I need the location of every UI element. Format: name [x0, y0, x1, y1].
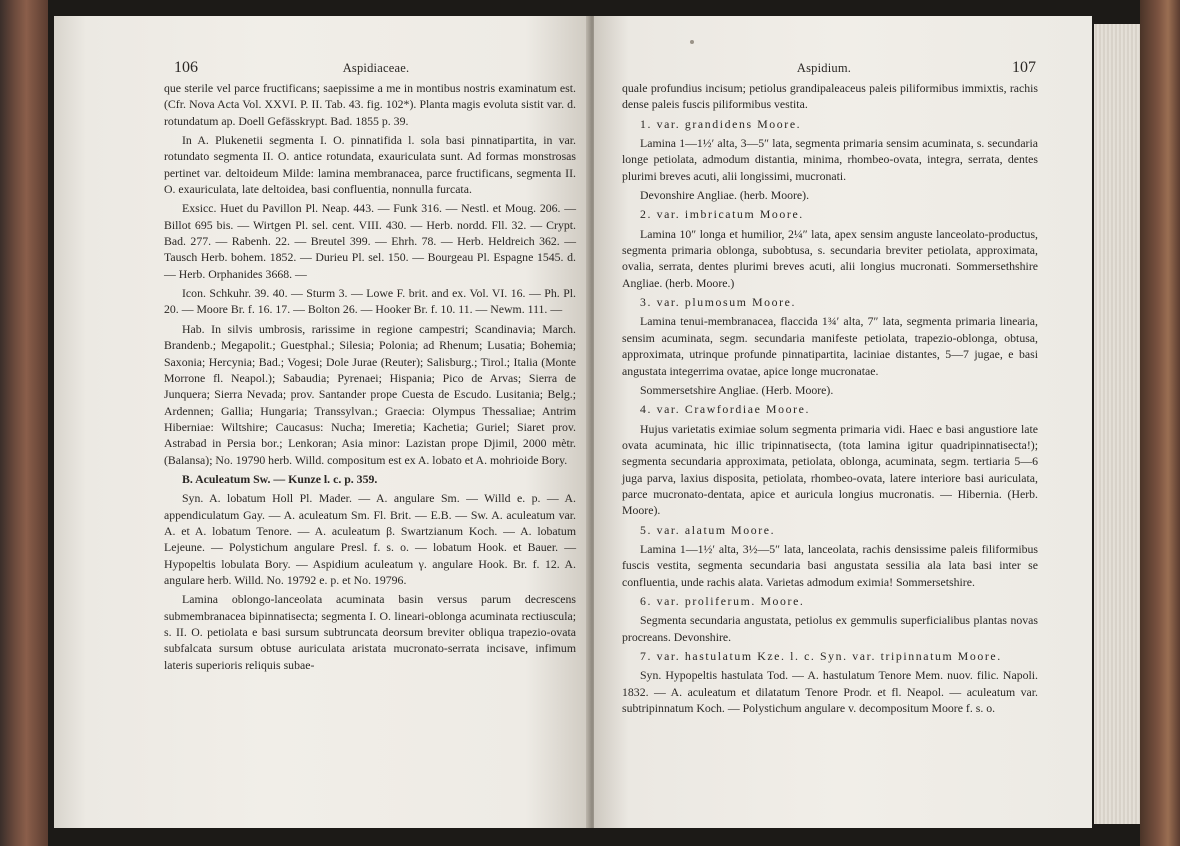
paragraph: Lamina 1—1½′ alta, 3—5″ lata, segmenta primaria sensim acuminata, s. secundaria longe petiolata, admodum distantia, minima, rhombeo-ovata, integra, serrata, dentes plurimi breves acuti, alii longissimi, mucronati.: [622, 136, 1038, 183]
paragraph: que sterile vel parce fructificans; saepissime a me in montibus nostris examinatum est. (Cfr. Nova Acta Vol. XXVI. P. II. Tab. 43. fig. 102*). Planta magis evoluta sistit var. d. rotundatum ap. Doell Gefässkrypt. Bad. 1855 p. 39.: [164, 81, 576, 128]
left-body-text: [164, 80, 576, 673]
page-speck: [690, 40, 694, 44]
paragraph: quale profundius incisum; petiolus grandipaleaceus paleis piliformibus immixtis, rachis dense paleis fuscis piliformibus vestita.: [622, 81, 1038, 112]
paragraph-exsicc: Exsicc. Huet du Pavillon Pl. Neap. 443. — Funk 316. — Nestl. et Moug. 206. — Billot 695 bis. — Wirtgen Pl. sel. cent. VIII. 430. — Herb. nordd. Fll. 32. — Crypt. Bad. 277. — Rabenh. 22. — Breutel 399. — Ehrh. 78. — Herb. Heldreich 362. — Tausch Herb. bohem. 1852. — Durieu Pl. sel. 150. — Bourgeau Pl. Espagne 1545. d. — Herb. Orphanides 3668. —: [164, 201, 576, 281]
right-running-head: [616, 60, 1036, 76]
left-page: [54, 16, 590, 828]
right-page: [594, 16, 1092, 828]
paragraph-synonyms: Syn. Hypopeltis hastulata Tod. — A. hastulatum Tenore Mem. nuov. filic. Napoli. 1832. — A. aculeatum et dilatatum Tenore Prodr. et fl. Neapol. — aculeatum var. subtripinnatum Koch. — Polystichum angulare v. decompositum Moore f. s. o.: [622, 668, 1038, 716]
paragraph: Devonshire Angliae. (herb. Moore).: [640, 188, 810, 203]
right-body-text: [622, 80, 1038, 716]
right-cover-edge: [1140, 0, 1180, 846]
paragraph-description: Lamina oblongo-lanceolata acuminata basin versus parum decrescens submembranacea bipinnatisecta; segmenta I. O. lineari-oblonga acuminata rectiuscula; s. II. O. petiolata e basi sursum subtruncata deorsum breviter obliqua trapezio-ovata subfalcata sursum obtuse auriculata aristata mucronato-serrata incisave, infimum lateris superioris reliquis subae-: [164, 592, 576, 672]
paragraph: Hujus varietatis eximiae solum segmenta primaria vidi. Haec e basi angustiore late ovata acuminata, hic illic tripinnatisecta, (tota lamina igitur quadripinnatisecta!); segmenta secundaria approximata, petiolata, oblonga, acuminata, segm. tertiaria 5—6 juga parva, laxius disposita, petiolata, rhombeo-ovata, latere interiore basi auriculata, parce mucronato-dentata, apice et auricula longius mucronatis. — Hibernia. (Herb. Moore).: [622, 421, 1038, 518]
left-running-title: Aspidiaceae.: [342, 61, 410, 75]
left-cover-edge: [0, 0, 48, 846]
variety-heading: 2. var. imbricatum Moore.: [640, 207, 804, 222]
variety-heading: 7. var. hastulatum Kze. l. c. Syn. var. tripinnatum Moore.: [640, 649, 1002, 663]
right-running-title: Aspidium.: [796, 61, 852, 75]
paragraph-habitat: Hab. In silvis umbrosis, rarissime in regione campestri; Scandinavia; March. Brandenb.; Megapolit.; Guestphal.; Silesia; Polonia; ad Rhenum; Lusatia; Bohemia; Saxonia; Hercynia; Bad.; Vogesi; Dole Jurae (Reuter); Salisburg.; Tirol.; Italia (Monte Morrone fl. Neapol.); Sabaudia; Pyrenaei; Hispania; Pico de Arvas; Sierra de Junquera; Sierra Nevada; prov. Santander prope Cuesta de Escudo. Lusitania; Belg.; Ardennen; Gallia; Hungaria; Transsylvan.; Graecia: Olympus Thessaliae; Antrim Hiberniae: Wiltshire; Caucasus: Nucha; Imeretia; Kachetia; Guriel; Siaret prov. Astrabad in Persia bor.; Lenkoran; Asia minor: Lazistan prope Djimil, 2000 mètr. (Balansa); No. 19790 herb. Willd. compositum est ex A. lobato et A. mohrioide Bory.: [164, 321, 576, 467]
variety-heading: 6. var. proliferum. Moore.: [640, 593, 805, 608]
variety-heading: 5. var. alatum Moore.: [640, 522, 776, 537]
section-heading: B. Aculeatum Sw. — Kunze l. c. p. 359.: [182, 471, 378, 486]
page-edges: [1094, 24, 1140, 824]
paragraph: Lamina 1—1½′ alta, 3½—5″ lata, lanceolata, rachis densissime paleis filiformibus fuscis vestita, segmenta secundaria basi angustata sessilia ala lata basi inter se confluentia, unde rachis alata. Varietas admodum eximia! Sommersetshire.: [622, 541, 1038, 589]
paragraph: Segmenta secundaria angustata, petiolus ex gemmulis superficialibus plantas novas procreans. Devonshire.: [622, 613, 1038, 644]
paragraph: Sommersetshire Angliae. (Herb. Moore).: [640, 382, 834, 397]
paragraph: Lamina 10″ longa et humilior, 2¼″ lata, apex sensim anguste lanceolato-productus, segmenta primaria oblonga, subobtusa, s. secundaria breviter petiolata, approximata, ovalia, serrata, dentes plurimi breves acuti, alii longius mucronati. Sommersethshire Angliae. (herb. Moore.): [622, 226, 1038, 290]
paragraph-synonyms: Syn. A. lobatum Holl Pl. Mader. — A. angulare Sm. — Willd e. p. — A. appendiculatum Gay. — A. aculeatum Sm. Fl. Brit. — E.B. — Sw. A. aculeatum var. A. et A. lobatum Tenore. — A. aculeatum β. Swartzianum Koch. — A. lobatum Lejeune. — Polystichum angulare Presl. f. s. o. — lobatum Hook. et Bauer. — Hypopeltis lobulata Bory. — Aspidium aculeatum γ. angulare Hook. Br. f. 12. A. angulare herb. Willd. No. 19792 e. p. et No. 19796.: [164, 491, 576, 587]
left-running-head: [174, 60, 574, 76]
paragraph: Lamina tenui-membranacea, flaccida 1¾′ alta, 7″ lata, segmenta primaria linearia, sensim acuminata, segm. secundaria manifeste petiolata, trapezio-oblonga, obtusa, approximata, utrinque profunde pinnatipartita, laciniae distantes, 5—7 jugae, e basi angustata integerrima ovatae, apice longe mucronatae.: [622, 314, 1038, 378]
left-page-number: 106: [174, 59, 198, 76]
paragraph: In A. Plukenetii segmenta I. O. pinnatifida l. sola basi pinnatipartita, in var. rotundato segmenta II. O. antice rotundata, exauriculata sunt. Ad formas monstrosas pertinet var. deltoideum Milde: lamina membranacea, parce fructificans, segmenta II. O. exauriculata, late deltoidea, basi confluentia, nonnulla furcata.: [164, 133, 576, 197]
variety-heading: 1. var. grandidens Moore.: [640, 116, 802, 131]
paragraph-icon: Icon. Schkuhr. 39. 40. — Sturm 3. — Lowe F. brit. and ex. Vol. VI. 16. — Ph. Pl. 20. — Moore Br. f. 16. 17. — Bolton 26. — Hooker Br. f. 10. 11. — Newm. 111. —: [164, 286, 576, 317]
variety-heading: 4. var. Crawfordiae Moore.: [640, 402, 811, 417]
right-page-number: 107: [1012, 59, 1036, 76]
variety-heading: 3. var. plumosum Moore.: [640, 295, 797, 310]
